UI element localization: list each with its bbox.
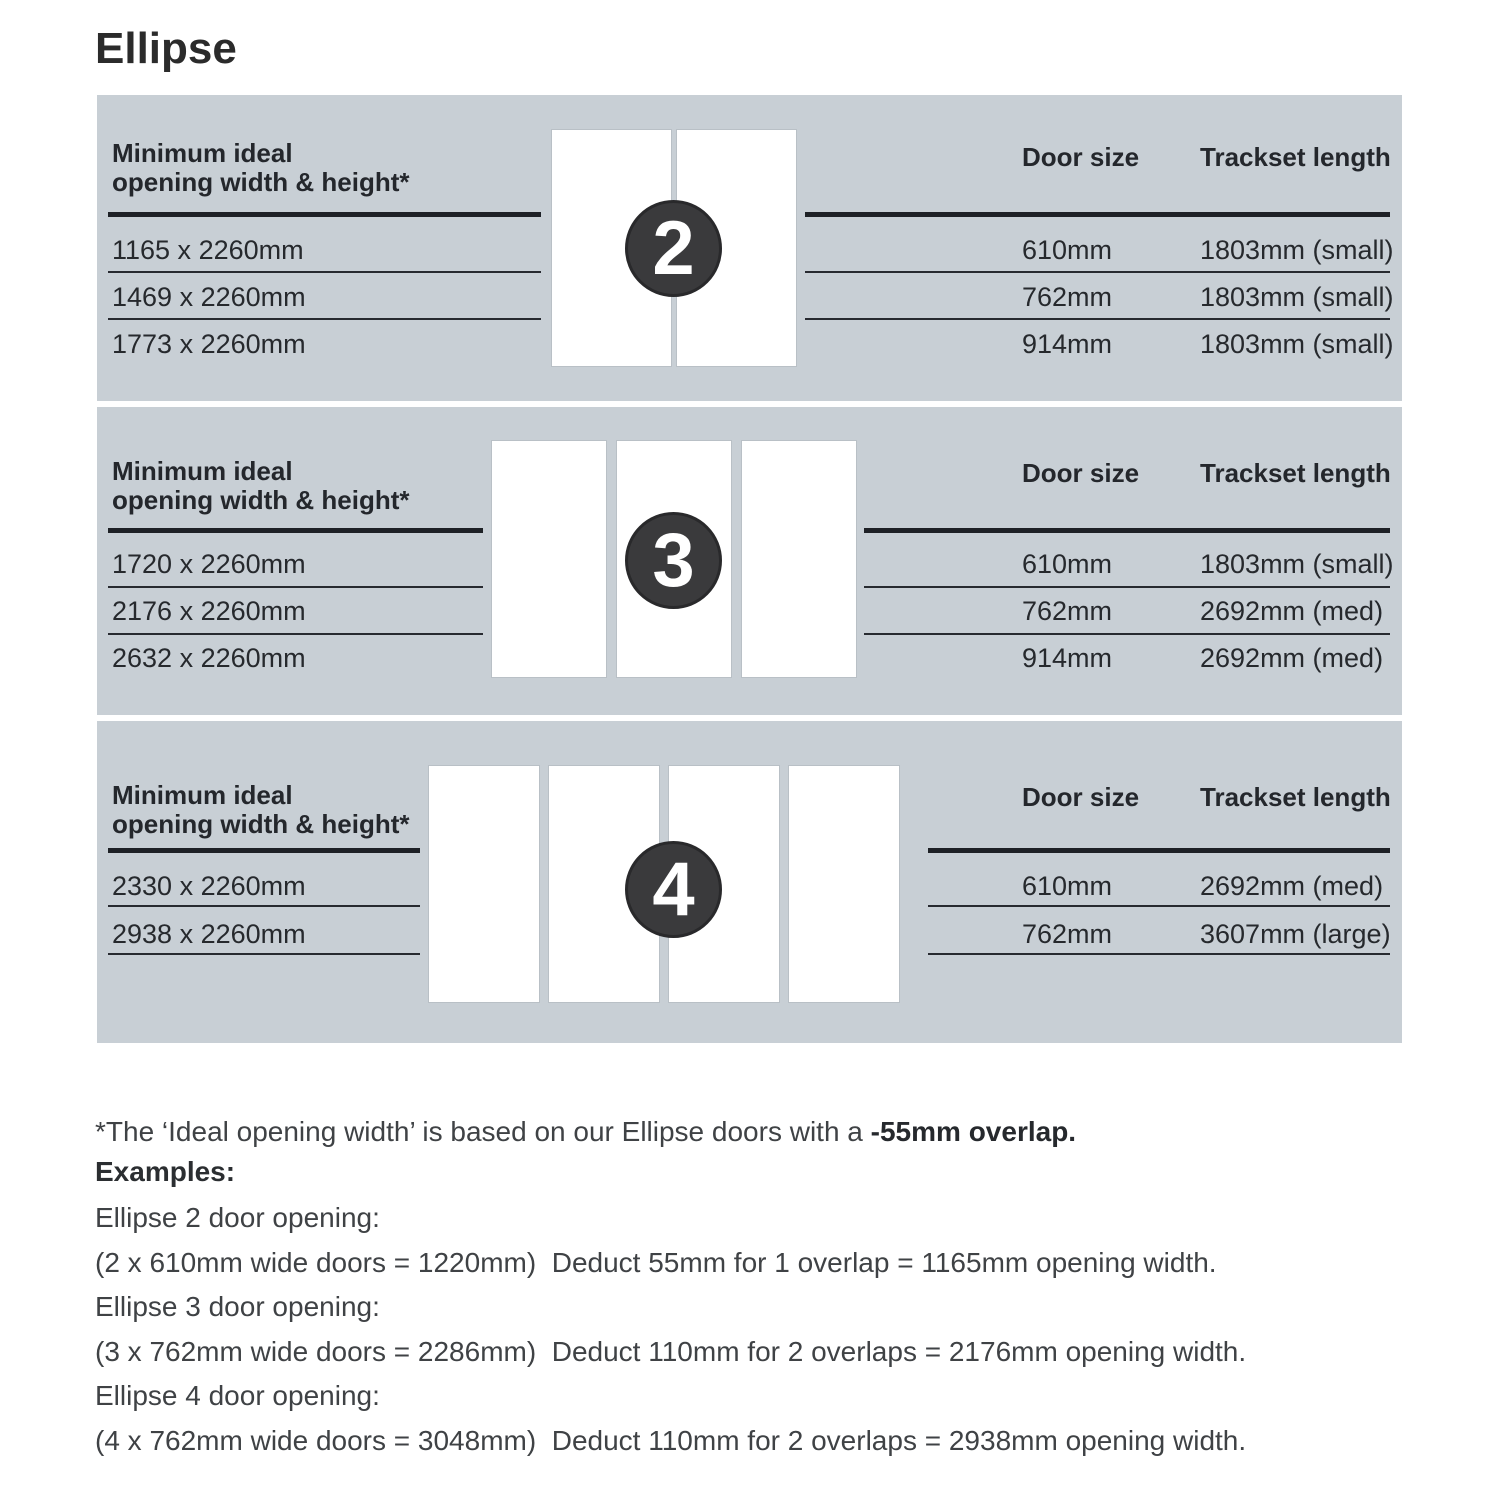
trackset-length-header: Trackset length <box>1200 142 1391 172</box>
example-line: Ellipse 2 door opening: <box>95 1202 380 1233</box>
door-size-cell: 610mm <box>1022 549 1113 579</box>
trackset-length-header: Trackset length <box>1200 782 1391 812</box>
door-count-badge: 3 <box>625 512 722 609</box>
left-table-header <box>112 139 410 197</box>
opening-size-cell: 1469 x 2260mm <box>112 282 306 312</box>
left-header-line-1: Minimum ideal <box>112 780 293 810</box>
right-table-header <box>1022 783 1392 812</box>
left-header-rule <box>108 212 541 217</box>
opening-size-cell: 2632 x 2260mm <box>112 643 306 673</box>
left-header-line-2: opening width & height* <box>112 167 410 197</box>
right-header-rule <box>928 848 1390 853</box>
left-header-rule <box>108 848 420 853</box>
trackset-length-header: Trackset length <box>1200 458 1391 488</box>
door-panel <box>741 440 857 678</box>
row-rule <box>805 318 1390 320</box>
table-row <box>1022 329 1392 359</box>
page-title: Ellipse <box>95 24 237 73</box>
table-row <box>1022 643 1392 673</box>
table-row <box>1022 235 1392 265</box>
trackset-cell: 1803mm (small) <box>1200 329 1394 359</box>
door-size-cell: 610mm <box>1022 235 1113 265</box>
row-rule <box>864 586 1390 588</box>
right-table-header <box>1022 459 1392 488</box>
row-rule <box>928 953 1390 955</box>
trackset-cell: 2692mm (med) <box>1200 596 1384 626</box>
table-row <box>1022 549 1392 579</box>
example-line: (3 x 762mm wide doors = 2286mm) Deduct 110mm for 2 overlaps = 2176mm opening width. <box>95 1335 1247 1367</box>
door-size-cell: 610mm <box>1022 871 1113 901</box>
door-size-cell: 762mm <box>1022 919 1113 949</box>
examples-heading: Examples: <box>95 1156 236 1187</box>
door-count-badge: 4 <box>625 841 722 938</box>
left-header-line-1: Minimum ideal <box>112 456 293 486</box>
table-row <box>1022 282 1392 312</box>
panel-3-door <box>97 407 1402 715</box>
row-rule <box>805 271 1390 273</box>
door-panel <box>428 765 540 1003</box>
right-header-rule <box>864 528 1390 533</box>
door-size-cell: 914mm <box>1022 329 1113 359</box>
row-rule <box>108 586 483 588</box>
door-count-badge: 2 <box>625 200 722 297</box>
row-rule <box>108 271 541 273</box>
opening-size-cell: 1720 x 2260mm <box>112 549 306 579</box>
footnote-text: *The ‘Ideal opening width’ is based on our Ellipse doors with a <box>95 1116 871 1147</box>
door-panel <box>788 765 900 1003</box>
left-table-header <box>112 457 410 515</box>
door-size-cell: 762mm <box>1022 596 1113 626</box>
examples-list <box>95 1196 1246 1463</box>
opening-size-cell: 1773 x 2260mm <box>112 329 306 359</box>
opening-size-cell: 2176 x 2260mm <box>112 596 306 626</box>
door-size-cell: 762mm <box>1022 282 1113 312</box>
row-rule <box>108 318 541 320</box>
door-size-header: Door size <box>1022 782 1140 812</box>
left-table-header <box>112 781 410 839</box>
panel-4-door <box>97 721 1402 1043</box>
trackset-cell: 2692mm (med) <box>1200 643 1384 673</box>
door-size-cell: 914mm <box>1022 643 1113 673</box>
right-table-header <box>1022 143 1392 172</box>
example-line: Ellipse 4 door opening: <box>95 1380 380 1411</box>
door-panel <box>491 440 607 678</box>
row-rule <box>108 633 483 635</box>
row-rule <box>928 905 1390 907</box>
overlap-footnote <box>95 1116 1076 1148</box>
opening-size-cell: 2938 x 2260mm <box>112 919 306 949</box>
example-line: Ellipse 3 door opening: <box>95 1291 380 1322</box>
table-row <box>1022 871 1392 901</box>
row-rule <box>108 953 420 955</box>
left-header-line-2: opening width & height* <box>112 485 410 515</box>
footnote-bold: -55mm overlap. <box>870 1116 1077 1147</box>
row-rule <box>108 905 420 907</box>
trackset-cell: 3607mm (large) <box>1200 919 1391 949</box>
door-size-header: Door size <box>1022 458 1140 488</box>
opening-size-cell: 2330 x 2260mm <box>112 871 306 901</box>
trackset-cell: 2692mm (med) <box>1200 871 1384 901</box>
table-row <box>1022 919 1392 949</box>
trackset-cell: 1803mm (small) <box>1200 235 1394 265</box>
opening-size-cell: 1165 x 2260mm <box>112 235 304 265</box>
left-header-line-1: Minimum ideal <box>112 138 293 168</box>
table-row <box>1022 596 1392 626</box>
trackset-cell: 1803mm (small) <box>1200 549 1394 579</box>
right-header-rule <box>805 212 1390 217</box>
example-line: (4 x 762mm wide doors = 3048mm) Deduct 110mm for 2 overlaps = 2938mm opening width. <box>95 1424 1247 1456</box>
door-size-header: Door size <box>1022 142 1140 172</box>
left-header-line-2: opening width & height* <box>112 809 410 839</box>
panel-2-door <box>97 95 1402 401</box>
trackset-cell: 1803mm (small) <box>1200 282 1394 312</box>
left-header-rule <box>108 528 483 533</box>
example-line: (2 x 610mm wide doors = 1220mm) Deduct 55mm for 1 overlap = 1165mm opening width. <box>95 1246 1217 1278</box>
row-rule <box>864 633 1390 635</box>
